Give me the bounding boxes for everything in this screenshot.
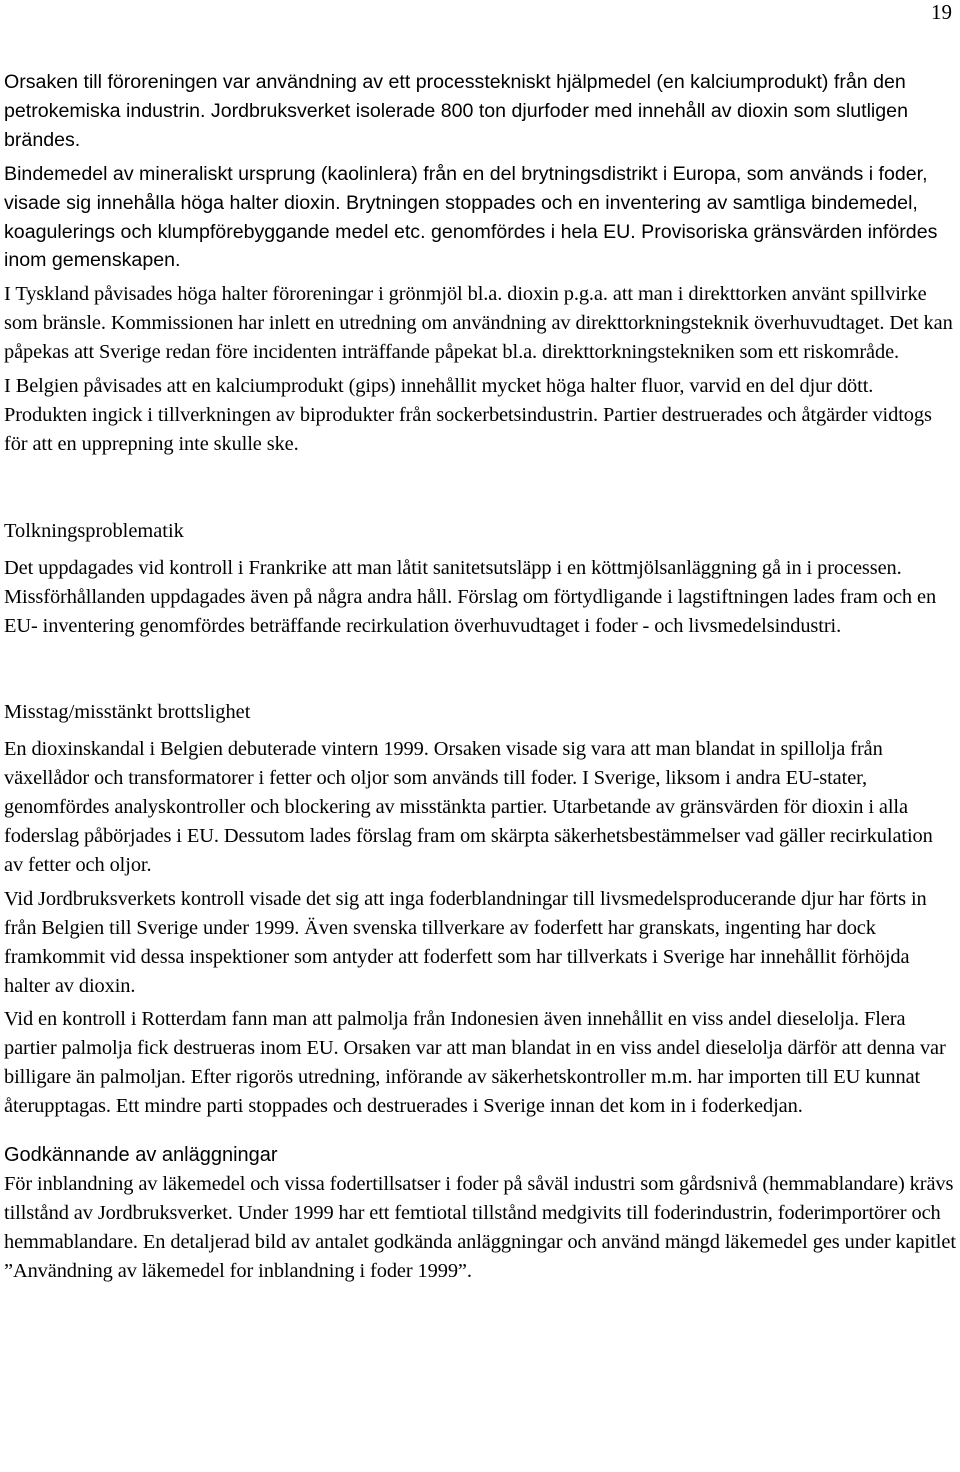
paragraph-germany-grass-meal: I Tyskland påvisades höga halter föroreningar i grönmjöl bl.a. dioxin p.g.a. att man i direkttorken använt spillvirke som bränsle. Kommissionen har inlett en utredning om användning av direkttorkningsteknik överhuvudtaget. Det kan påpekas att Sverige redan före incidenten inträffande påpekat bl.a. direkttorkningstekniken som ett riskområde. (4, 283, 953, 364)
page-content (4, 68, 956, 1286)
paragraph-france-meat-meal: Det uppdagades vid kontroll i Frankrike att man låtit sanitetsutsläpp i en köttmjölsanläggning gå in i processen. Missförhållanden uppdagades även på några andra håll. Förslag om förtydligande i lagstiftningen lades fram och en EU- inventering genomfördes beträffande recirkulation överhuvudtaget i foder - och livsmedelsindustri. (4, 556, 937, 637)
paragraph-rotterdam-palm-oil: Vid en kontroll i Rotterdam fann man att palmolja från Indonesien även innehållit en viss andel dieselolja. Flera partier palmolja fick destrueras inom EU. Orsaken var att man blandat in en viss andel dieselolja därför att denna var billigare än palmoljan. Efter rigorös utredning, införande av säkerhetskontroller m.m. har importen till EU kunnat återupptagas. Ett mindre parti stoppades och destruerades i Sverige innan det kom in i foderkedjan. (4, 1008, 946, 1118)
heading-facility-approval: Godkännande av anläggningar (4, 1144, 278, 1167)
heading-interpretation-problems: Tolkningsproblematik (4, 519, 184, 542)
paragraph-belgium-gypsum: I Belgien påvisades att en kalciumprodukt (gips) innehållit mycket höga halter fluor, varvid en del djur dött. Produkten ingick i tillverkningen av biprodukter från sockerbetsindustrin. Partier destruerades och åtgärder vidtogs för att en upprepning inte skulle ske. (4, 375, 932, 455)
heading-mistake-suspected-crime: Misstag/misstänkt brottslighet (4, 701, 251, 724)
paragraph-belgium-dioxin-scandal: En dioxinskandal i Belgien debuterade vintern 1999. Orsaken visade sig vara att man blandat in spillolja från växellådor och transformatorer i fetter och oljor som används till foder. I Sverige, liksom i andra EU-stater, genomfördes analyskontroller och blockering av misstänkta partier. Utarbetande av gränsvärden för dioxin i alla foderslag påbörjades i EU. Dessutom lades förslag fram om skärpta säkerhetsbestämmelser vad gäller recirkulation av fetter och oljor. (4, 738, 933, 876)
paragraph-medicated-feed-permits: För inblandning av läkemedel och vissa fodertillsatser i foder på såväl industri som gårdsnivå (hemmablandare) krävs tillstånd av Jordbruksverket. Under 1999 har ett femtiotal tillstånd medgivits till foderindustrin, foderimportörer och hemmablandare. En detaljerad bild av antalet godkända anläggningar och använd mängd läkemedel ges under kapitlet ”Användning av läkemedel for inblandning i foder 1999”. (4, 1173, 956, 1282)
paragraph-binder-kaolin: Bindemedel av mineraliskt ursprung (kaolinlera) från en del brytningsdistrikt i Europa, som används i foder, visade sig innehålla höga halter dioxin. Brytningen stoppades och en inventering av samtliga bindemedel, koagulerings och klumpförebyggande medel etc. genomfördes i hela EU. Provisoriska gränsvärden infördes inom gemenskapen. (4, 162, 938, 272)
paragraph-swedish-control: Vid Jordbruksverkets kontroll visade det sig att inga foderblandningar till livsmedelsproducerande djur har förts in från Belgien till Sverige under 1999. Även svenska tillverkare av foderfett har granskats, ingenting har dock framkommit vid dessa inspektioner som antyder att foderfett som har tillverkats i Sverige har innehållit förhöjda halter av dioxin. (4, 887, 927, 997)
paragraph-pollution-cause: Orsaken till föroreningen var användning av ett processtekniskt hjälpmedel (en kalciumprodukt) från den petrokemiska industrin. Jordbruksverket isolerade 800 ton djurfoder med innehåll av dioxin som slutligen brändes. (4, 71, 908, 151)
page-number: 19 (931, 0, 952, 24)
